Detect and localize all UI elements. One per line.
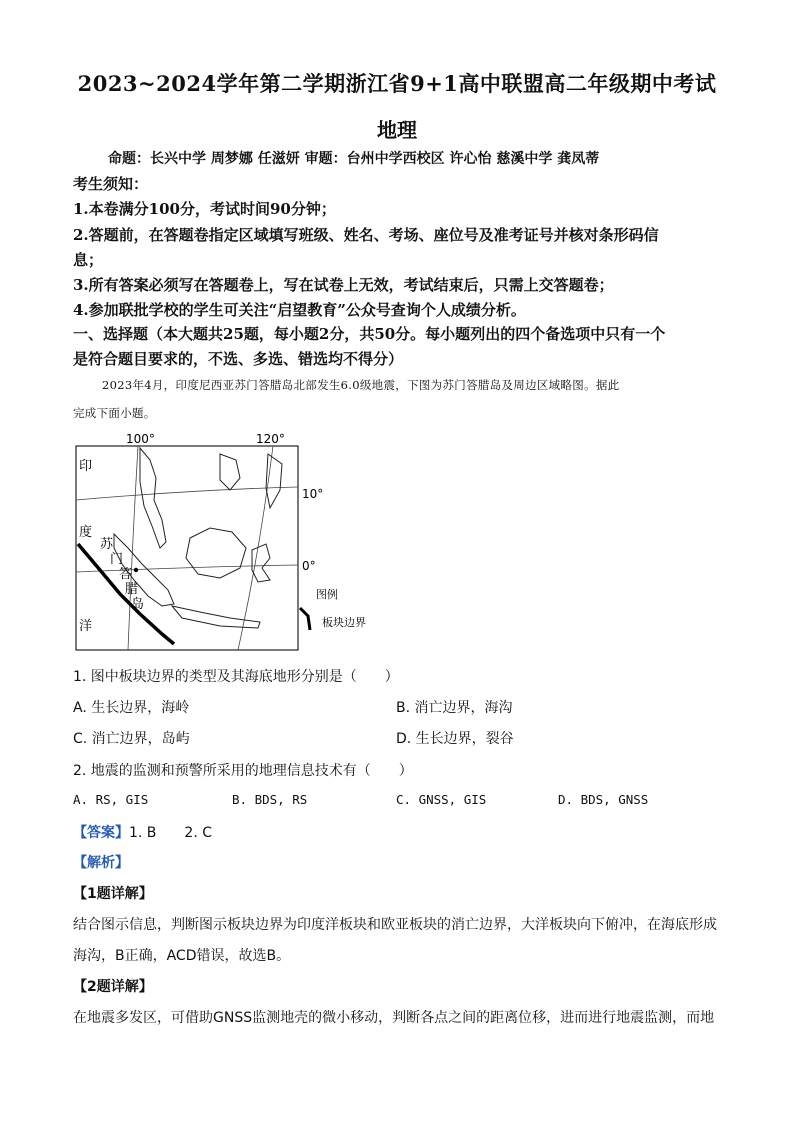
- q2-analysis-heading: 【2题详解】: [73, 979, 153, 995]
- malay-peninsula: [140, 448, 166, 548]
- sumatra-map: [70, 430, 380, 658]
- place-char-la: 腊: [125, 582, 139, 597]
- lon-label-100: 100°: [126, 432, 155, 446]
- legend-title: 图例: [316, 588, 338, 601]
- q1-analysis-heading: 【1题详解】: [73, 886, 153, 902]
- answer-tag: 【答案】: [73, 825, 129, 841]
- question-2-option-b[interactable]: B. BDS, RS: [232, 792, 308, 807]
- sulawesi-island: [252, 544, 270, 582]
- subject-title: 地理: [377, 118, 417, 142]
- notice-item-3: 3.所有答案必须写在答题卷上，写在试卷上无效，考试结束后，只需上交答题卷；: [73, 276, 614, 294]
- question-2-stem: 2. 地震的监测和预警所采用的地理信息技术有（ ）: [73, 763, 413, 779]
- notice-item-1: 1.本卷满分100分，考试时间90分钟；: [73, 200, 336, 218]
- question-1-option-d[interactable]: D. 生长边界，裂谷: [396, 731, 514, 747]
- place-char-yang: 洋: [79, 619, 93, 634]
- borneo-island: [186, 528, 246, 578]
- place-char-dao: 岛: [131, 597, 145, 612]
- place-char-da: 答: [119, 567, 133, 582]
- lat-label-10: 10°: [302, 487, 324, 501]
- notice-item-2-cont: 息；: [73, 251, 104, 269]
- place-char-yin: 印: [79, 459, 93, 474]
- intro-line-2: 完成下面小题。: [73, 406, 156, 420]
- question-2-option-d[interactable]: D. BDS, GNSS: [558, 792, 649, 807]
- q2-analysis-line-1: 在地震多发区，可借助GNSS监测地壳的微小移动，判断各点之间的距离位移，进而进行地震监测，而地: [73, 1010, 715, 1026]
- authors-line: 命题：长兴中学 周梦娜 任滋妍 审题：台州中学西校区 许心怡 慈溪中学 龚凤蒂: [108, 151, 600, 167]
- legend-boundary-symbol: [300, 608, 310, 630]
- lon-label-120: 120°: [256, 432, 285, 446]
- legend-item-label: 板块边界: [322, 616, 366, 629]
- q1-analysis-line-2: 海沟，B正确，ACD错误，故选B。: [73, 948, 291, 964]
- question-1-option-c[interactable]: C. 消亡边界，岛屿: [73, 731, 190, 747]
- answer-line: [73, 822, 212, 842]
- epicenter-dot: [134, 568, 138, 572]
- place-char-su: 苏: [100, 537, 114, 552]
- question-1-option-b[interactable]: B. 消亡边界，海沟: [396, 700, 513, 716]
- section-heading-cont: 是符合题目要求的，不选、多选、错选均不得分）: [73, 350, 404, 368]
- notice-item-2: 2.答题前，在答题卷指定区域填写班级、姓名、考场、座位号及准考证号并核对条形码信: [73, 226, 659, 244]
- place-char-men: 门: [110, 552, 124, 567]
- q1-analysis-line-1: 结合图示信息，判断图示板块边界为印度洋板块和欧亚板块的消亡边界，大洋板块向下俯冲，在海底形成: [73, 917, 717, 933]
- section-heading: 一、选择题（本大题共25题，每小题2分，共50分。每小题列出的四个备选项中只有一个: [73, 325, 666, 343]
- analysis-tag: 【解析】: [73, 855, 129, 871]
- notice-item-4: 4.参加联批学校的学生可关注“启望教育”公众号查询个人成绩分析。: [73, 301, 526, 319]
- question-1-option-a[interactable]: A. 生长边界，海岭: [73, 700, 190, 716]
- lat-label-0: 0°: [302, 559, 316, 573]
- indochina-coast: [220, 454, 240, 490]
- question-1-stem: 1. 图中板块边界的类型及其海底地形分别是（ ）: [73, 669, 399, 685]
- question-2-option-a[interactable]: A. RS, GIS: [73, 792, 149, 807]
- intro-line-1: 2023年4月，印度尼西亚苏门答腊岛北部发生6.0级地震，下图为苏门答腊岛及周边区域略图。据此: [102, 378, 620, 392]
- answer-text: 1. B 2. C: [129, 825, 212, 841]
- notice-heading: 考生须知：: [73, 175, 149, 193]
- question-2-option-c[interactable]: C. GNSS, GIS: [396, 792, 487, 807]
- lon-line-100: [128, 446, 138, 650]
- place-char-du: 度: [79, 525, 93, 540]
- exam-title: 2023~2024学年第二学期浙江省9+1高中联盟高二年级期中考试: [77, 71, 717, 96]
- lat-line-10: [76, 487, 298, 500]
